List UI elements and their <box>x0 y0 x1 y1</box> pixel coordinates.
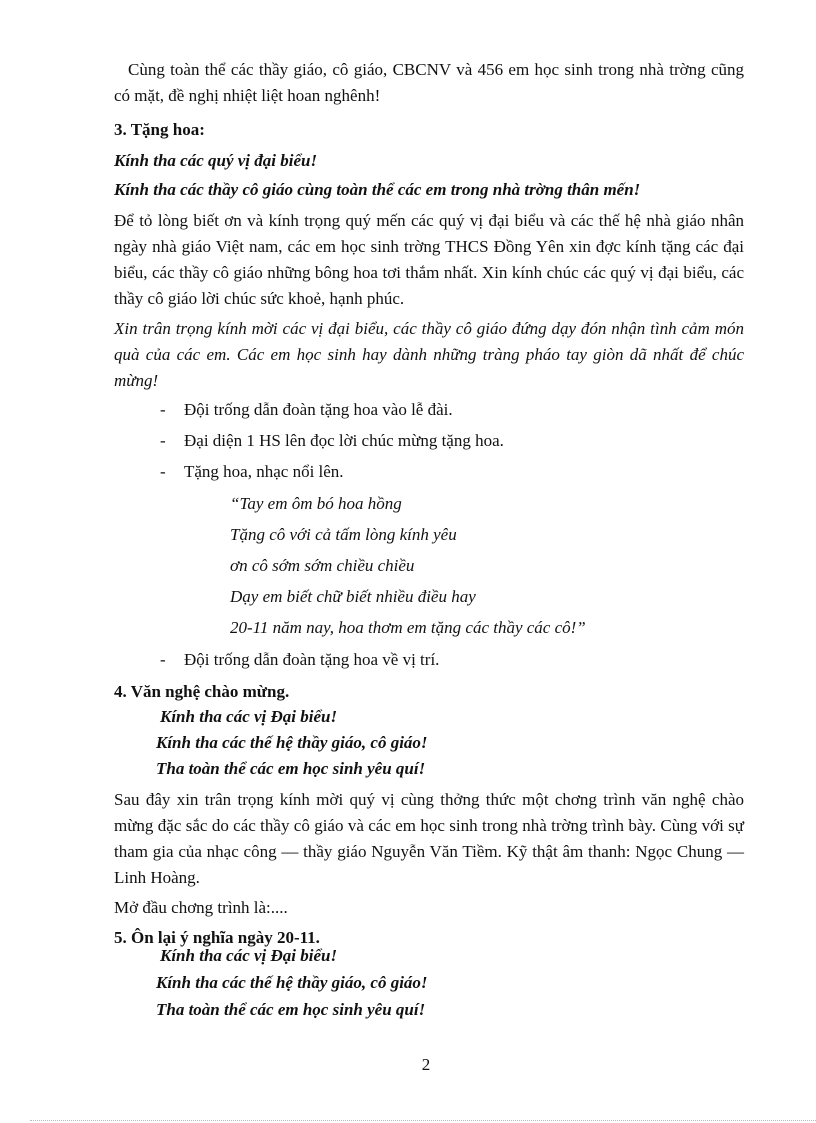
bullet-dash: - <box>160 431 166 450</box>
section-5-greeting-3: Tha toàn thể các em học sinh yêu quí! <box>156 1000 426 1019</box>
section-4-heading: 4. Văn nghệ chào mừng. <box>114 682 290 701</box>
poem-line: “Tay em ôm bó hoa hồng <box>230 494 402 513</box>
section-3-greeting-2: Kính tha các thầy cô giáo cùng toàn thể các em trong nhà trờng thân mến! <box>114 180 641 199</box>
bullet-dash: - <box>160 400 166 419</box>
poem-line: Tặng cô với cả tấm lòng kính yêu <box>230 525 457 544</box>
section-5-greeting-2: Kính tha các thế hệ thầy giáo, cô giáo! <box>156 973 428 992</box>
list-item-text: Đại diện 1 HS lên đọc lời chúc mừng tặng hoa. <box>184 431 504 450</box>
section-3-heading: 3. Tặng hoa: <box>114 120 205 139</box>
page-bottom-divider <box>30 1120 816 1121</box>
list-item-text: Tặng hoa, nhạc nổi lên. <box>184 462 344 481</box>
section-4-greeting-1: Kính tha các vị Đại biểu! <box>160 707 338 726</box>
section-3-paragraph-1: Để tỏ lòng biết ơn và kính trọng quý mến các quý vị đại biểu và các thế hệ nhà giáo nhân ngày nhà giáo Việt nam, các em học sinh trờng THCS Đồng Yên xin đợc kính tặng các đại biểu, các thầy cô giáo những bông hoa tơi thắm nhất. Xin kính chúc các quý vị đại biểu, các thầy cô giáo lời chúc sức khoẻ, hạnh phúc. <box>114 211 744 308</box>
page-number: 2 <box>421 1055 431 1074</box>
bullet-dash: - <box>160 650 166 669</box>
poem-line: ơn cô sớm sớm chiều chiều <box>230 556 415 575</box>
poem-line: 20-11 năm nay, hoa thơm em tặng các thầy các cô!” <box>230 618 586 637</box>
intro-paragraph: Cùng toàn thể các thầy giáo, cô giáo, CBCNV và 456 em học sinh trong nhà trờng cũng có mặt, đề nghị nhiệt liệt hoan nghênh! <box>114 60 744 105</box>
section-4-paragraph-1: Sau đây xin trân trọng kính mời quý vị cùng thởng thức một chơng trình văn nghệ chào mừng đặc sắc do các thầy cô giáo và các em học sinh trong nhà trờng trình bày. Cùng với sự tham gia của nhạc công — thầy giáo Nguyễn Văn Tiềm. Kỹ thật âm thanh: Ngọc Chung — Linh Hoàng. <box>114 790 744 887</box>
bullet-dash: - <box>160 462 166 481</box>
section-5-greeting-1: Kính tha các vị Đại biểu! <box>160 946 338 965</box>
section-4-paragraph-2: Mở đầu chơng trình là:.... <box>114 898 288 917</box>
section-4-greeting-3: Tha toàn thể các em học sinh yêu quí! <box>156 759 426 778</box>
section-3-greeting-1: Kính tha các quý vị đại biểu! <box>114 151 318 170</box>
poem-line: Dạy em biết chữ biết nhiều điều hay <box>230 587 476 606</box>
list-item-text: Đội trống dẫn đoàn tặng hoa về vị trí. <box>184 650 440 669</box>
section-4-greeting-2: Kính tha các thế hệ thầy giáo, cô giáo! <box>156 733 428 752</box>
section-5-heading: 5. Ôn lại ý nghĩa ngày 20-11. <box>114 928 320 947</box>
section-3-paragraph-2: Xin trân trọng kính mời các vị đại biểu, các thầy cô giáo đứng dạy đón nhận tình cảm món quà của các em. Các em học sinh hay dành những tràng pháo tay giòn dã nhất để chúc mừng! <box>114 319 744 390</box>
list-item-text: Đội trống dẫn đoàn tặng hoa vào lễ đài. <box>184 400 453 419</box>
